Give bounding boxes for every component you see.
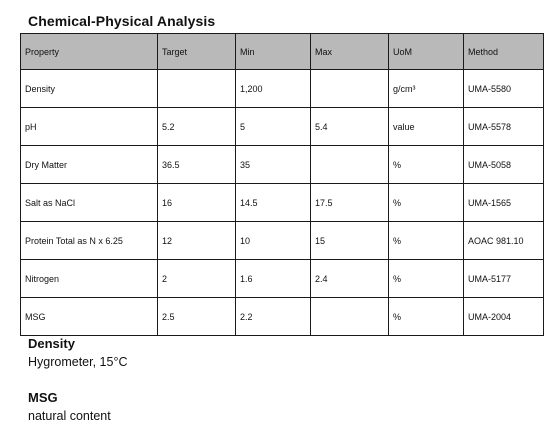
cell-target: 12: [158, 222, 236, 260]
cell-property: pH: [21, 108, 158, 146]
cell-method: UMA-5580: [464, 70, 544, 108]
header-max: Max: [311, 34, 389, 70]
analysis-table: [20, 33, 544, 336]
cell-max: [311, 146, 389, 184]
cell-min: 10: [236, 222, 311, 260]
cell-min: 5: [236, 108, 311, 146]
table-header-row: [21, 34, 544, 70]
cell-target: 2: [158, 260, 236, 298]
cell-method: UMA-2004: [464, 298, 544, 336]
note-text-msg: natural content: [28, 409, 111, 423]
cell-min: 35: [236, 146, 311, 184]
cell-method: UMA-1565: [464, 184, 544, 222]
table-row: [21, 260, 544, 298]
cell-target: 16: [158, 184, 236, 222]
cell-uom: %: [389, 298, 464, 336]
cell-max: 2.4: [311, 260, 389, 298]
cell-max: [311, 70, 389, 108]
note-heading-density: Density: [28, 336, 75, 351]
table-row: [21, 298, 544, 336]
cell-target: 2.5: [158, 298, 236, 336]
cell-property: Nitrogen: [21, 260, 158, 298]
cell-property: Dry Matter: [21, 146, 158, 184]
cell-property: MSG: [21, 298, 158, 336]
table-row: [21, 184, 544, 222]
cell-uom: %: [389, 260, 464, 298]
cell-target: 36.5: [158, 146, 236, 184]
cell-max: 15: [311, 222, 389, 260]
cell-property: Salt as NaCl: [21, 184, 158, 222]
cell-method: UMA-5578: [464, 108, 544, 146]
cell-min: 1,200: [236, 70, 311, 108]
header-property: Property: [21, 34, 158, 70]
cell-max: [311, 298, 389, 336]
section-title: Chemical-Physical Analysis: [28, 13, 216, 29]
cell-method: UMA-5058: [464, 146, 544, 184]
cell-target: 5.2: [158, 108, 236, 146]
cell-method: UMA-5177: [464, 260, 544, 298]
cell-uom: %: [389, 146, 464, 184]
cell-target: [158, 70, 236, 108]
cell-method: AOAC 981.10: [464, 222, 544, 260]
header-uom: UoM: [389, 34, 464, 70]
note-text-density: Hygrometer, 15°C: [28, 355, 128, 369]
table-row: [21, 70, 544, 108]
cell-min: 14.5: [236, 184, 311, 222]
header-min: Min: [236, 34, 311, 70]
cell-min: 2.2: [236, 298, 311, 336]
note-heading-msg: MSG: [28, 390, 58, 405]
table-row: [21, 222, 544, 260]
cell-property: Density: [21, 70, 158, 108]
table-row: [21, 146, 544, 184]
cell-min: 1.6: [236, 260, 311, 298]
cell-uom: value: [389, 108, 464, 146]
cell-max: 17.5: [311, 184, 389, 222]
header-target: Target: [158, 34, 236, 70]
table-row: [21, 108, 544, 146]
cell-uom: %: [389, 222, 464, 260]
cell-uom: %: [389, 184, 464, 222]
header-method: Method: [464, 34, 544, 70]
cell-uom: g/cm³: [389, 70, 464, 108]
cell-property: Protein Total as N x 6.25: [21, 222, 158, 260]
cell-max: 5.4: [311, 108, 389, 146]
